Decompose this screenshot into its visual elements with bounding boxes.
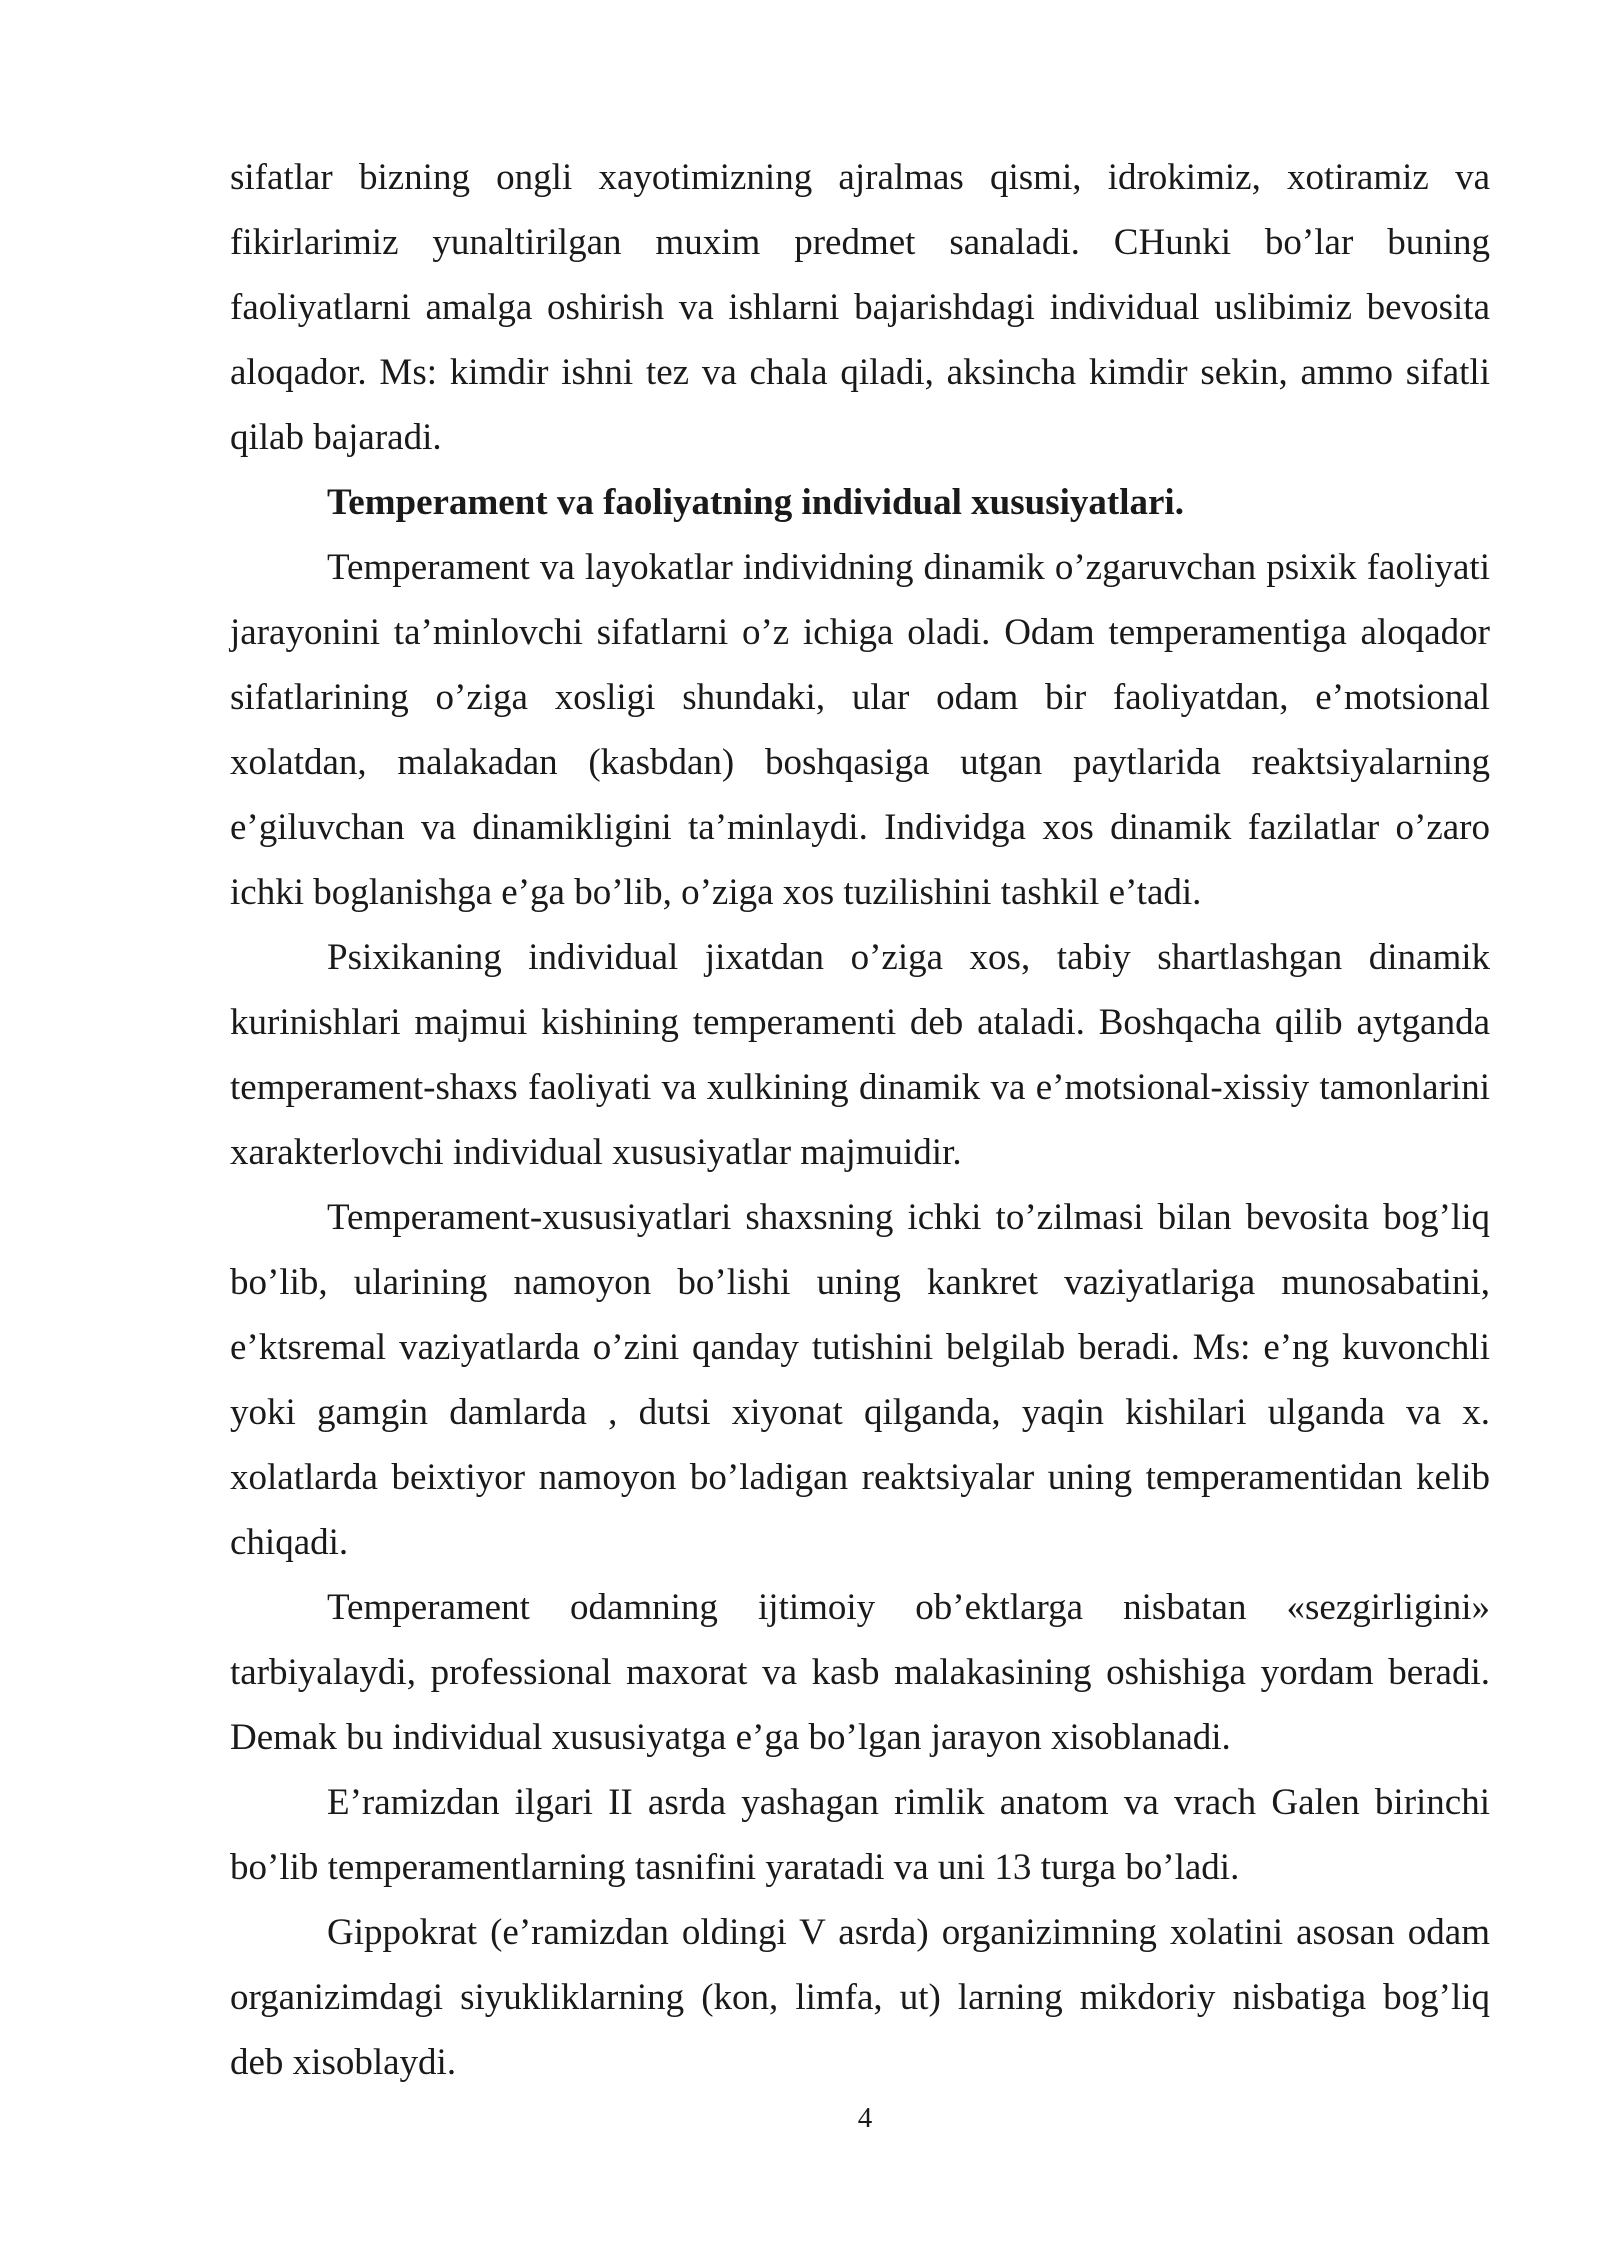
paragraph: Psixikaning individual jixatdan o’ziga xos, tabiy shartlashgan dinamik kurinishlari majmui kishining temperamenti deb ataladi. Boshqacha qilib aytganda temperament-shaxs faoliyati va xulkining dinamik va e’motsional-xissiy tamonlarini xarakterlovchi individual xususiyatlar majmuidir. xyxy=(230,937,1490,1173)
section-heading: Temperament va faoliyatning individual xususiyatlari. xyxy=(327,482,1184,523)
paragraph-continuation: sifatlar bizning ongli xayotimizning ajralmas qismi, idrokimiz, xotiramiz va fikirlarimiz yunaltirilgan muxim predmet sanaladi. CHunki bo’lar buning faoliyatlarni amalga oshirish va ishlarni bajarishdagi individual uslibimiz bevosita aloqador. Ms: kimdir ishni tez va chala qiladi, aksincha kimdir sekin, ammo sifatli qilab bajaradi. xyxy=(230,157,1490,458)
document-page xyxy=(230,145,1490,2095)
paragraph: Temperament-xususiyatlari shaxsning ichki to’zilmasi bilan bevosita bog’liq bo’lib, ularining namoyon bo’lishi uning kankret vaziyatlariga munosabatini, e’ktsremal vaziyatlarda o’zini qanday tutishini belgilab beradi. Ms: e’ng kuvonchli yoki gamgin damlarda , dutsi xiyonat qilganda, yaqin kishilari ulganda va x. xolatlarda beixtiyor namoyon bo’ladigan reaktsiyalar uning temperamentidan kelib chiqadi. xyxy=(230,1197,1490,1563)
paragraph: E’ramizdan ilgari II asrda yashagan rimlik anatom va vrach Galen birinchi bo’lib temperamentlarning tasnifini yaratadi va uni 13 turga bo’ladi. xyxy=(230,1782,1490,1888)
paragraph: Temperament odamning ijtimoiy ob’ektlarga nisbatan «sezgirligini» tarbiyalaydi, professional maxorat va kasb malakasining oshishiga yordam beradi. Demak bu individual xususiyatga e’ga bo’lgan jarayon xisoblanadi. xyxy=(230,1587,1490,1758)
paragraph: Gippokrat (e’ramizdan oldingi V asrda) organizimning xolatini asosan odam organizimdagi siyukliklarning (kon, limfa, ut) larning mikdoriy nisbatiga bog’liq deb xisoblaydi. xyxy=(230,1912,1490,2083)
paragraph: Temperament va layokatlar individning dinamik o’zgaruvchan psixik faoliyati jarayonini ta’minlovchi sifatlarni o’z ichiga oladi. Odam temperamentiga aloqador sifatlarining o’ziga xosligi shundaki, ular odam bir faoliyatdan, e’motsional xolatdan, malakadan (kasbdan) boshqasiga utgan paytlarida reaktsiyalarning e’giluvchan va dinamikligini ta’minlaydi. Individga xos dinamik fazilatlar o’zaro ichki boglanishga e’ga bo’lib, o’ziga xos tuzilishini tashkil e’tadi. xyxy=(230,547,1490,913)
page-number: 4 xyxy=(857,2102,873,2134)
